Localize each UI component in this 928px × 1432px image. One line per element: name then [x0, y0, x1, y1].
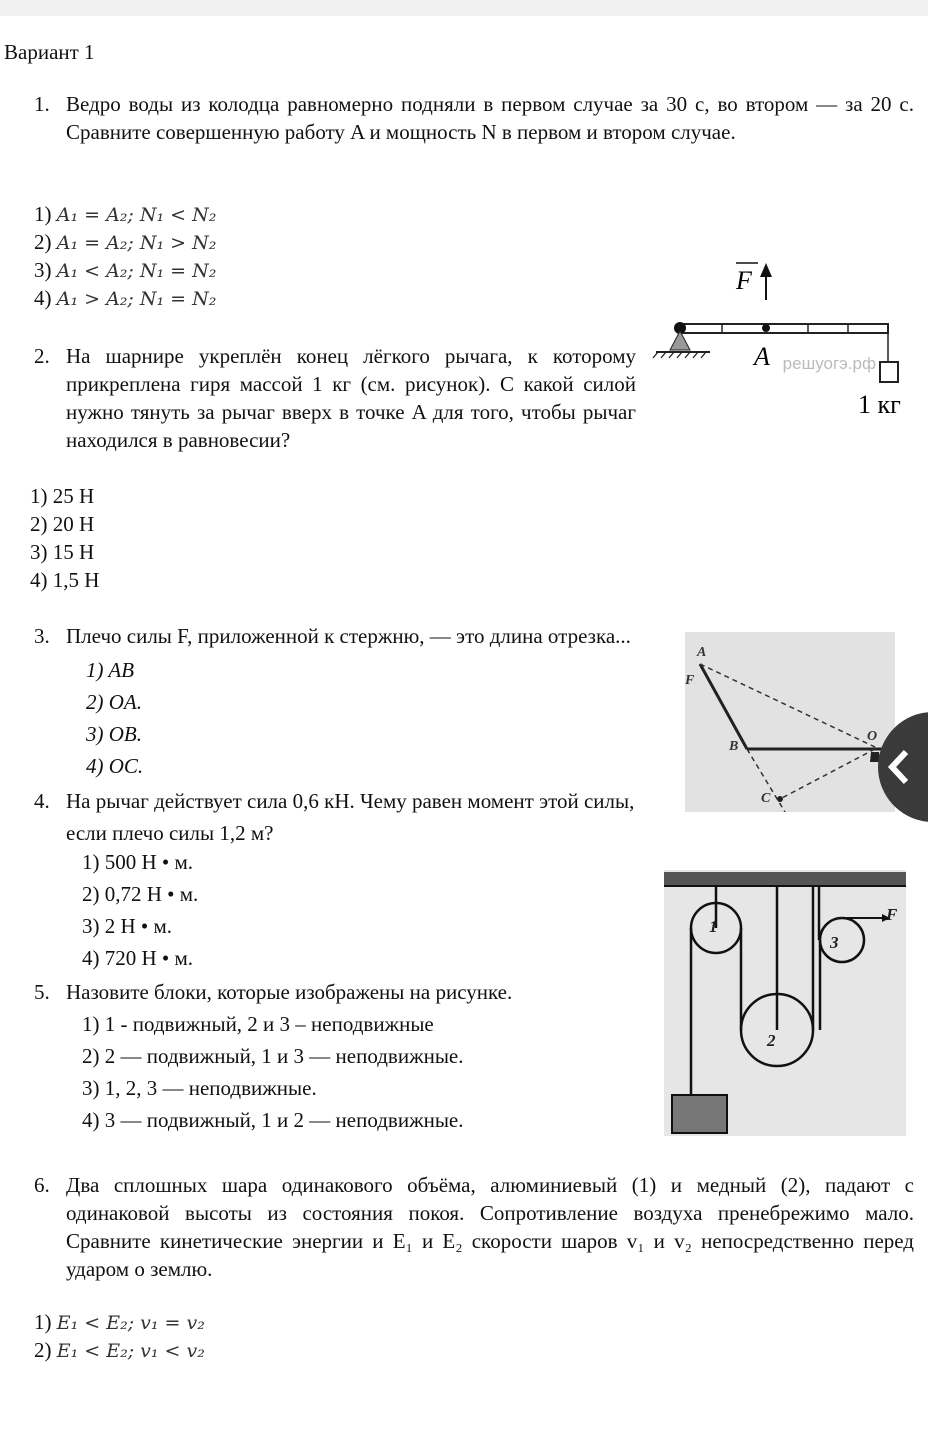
- q5-option-1: 1) 1 - подвижный, 2 и 3 – неподвижные: [82, 1012, 434, 1036]
- rod-figure: [685, 632, 895, 812]
- q6-option-2: 2) E₁ < E₂; v₁ < v₂: [34, 1338, 205, 1362]
- label-o: O: [867, 729, 878, 744]
- force-label-f: F: [886, 905, 898, 924]
- question-2: 2. На шарнире укреплён конец лёгкого рычага, к которому прикреплена гиря массой 1 кг (см. рисунок). С какой силой нужно тянуть за рычаг вверх в точке A для того, чтобы рычаг находился в равновесии?: [34, 344, 636, 452]
- point-a-label: A: [754, 342, 770, 371]
- force-label: F: [736, 266, 752, 295]
- q4-option-1: 1) 500 Н • м.: [82, 850, 194, 874]
- top-bar: [0, 0, 928, 16]
- pulley-label-3: 3: [830, 933, 839, 952]
- weight-box: [880, 362, 898, 382]
- pulley-figure: [664, 870, 906, 1136]
- q2-option-1: 1) 25 Н: [30, 484, 95, 508]
- q2-option-3: 3) 15 Н: [30, 540, 95, 564]
- pulley-label-1: 1: [709, 917, 718, 936]
- q6-option-1: 1) E₁ < E₂; v₁ = v₂: [34, 1310, 205, 1334]
- floating-nav-button[interactable]: [878, 712, 928, 822]
- q5-option-3: 3) 1, 2, 3 — неподвижные.: [82, 1076, 317, 1100]
- label-c: C: [761, 791, 771, 806]
- label-f: F: [685, 673, 695, 688]
- q4-option-4: 4) 720 Н • м.: [82, 946, 194, 970]
- q3-option-3: 3) OB.: [86, 722, 142, 746]
- chevron-icon: [878, 712, 918, 822]
- question-6: 6. Два сплошных шара одинакового объёма, алюминиевый (1) и медный (2), падают с одинаковой высоты из состояния покоя. Сопротивление воздуха пренебрежимо мало. Сравните кинетические энергии и E₁ и E₂ скорости шаров v₁ и v₂ непосредственно перед ударом о землю.: [34, 1173, 914, 1281]
- question-1: 1. Ведро воды из колодца равномерно подняли в первом случае за 30 с, во втором — за 20 с. Сравните совершенную работу A и мощность N в первом и втором случае.: [34, 92, 914, 144]
- q2-option-4: 4) 1,5 Н: [30, 568, 100, 592]
- label-b: B: [729, 739, 739, 754]
- q3-option-4: 4) OC.: [86, 754, 144, 778]
- question-5: 5. Назовите блоки, которые изображены на рисунке.: [34, 980, 513, 1004]
- watermark: решуогэ.рф: [782, 354, 876, 373]
- q5-option-4: 4) 3 — подвижный, 1 и 2 — неподвижные.: [82, 1108, 464, 1132]
- question-4: 4. На рычаг действует сила 0,6 кН. Чему равен момент этой силы, если плечо силы 1,2 м?: [34, 789, 635, 845]
- q1-option-4: 4) A₁ > A₂; N₁ = N₂: [34, 286, 217, 310]
- q1-option-2: 2) A₁ = A₂; N₁ > N₂: [34, 230, 217, 254]
- variant-title: Вариант 1: [4, 40, 95, 64]
- mass-label: 1 кг: [858, 390, 901, 419]
- pulley-label-2: 2: [767, 1031, 776, 1050]
- q2-option-2: 2) 20 Н: [30, 512, 95, 536]
- q4-option-3: 3) 2 Н • м.: [82, 914, 173, 938]
- q4-option-2: 2) 0,72 Н • м.: [82, 882, 199, 906]
- question-3: 3. Плечо силы F, приложенной к стержню, — это длина отрезка...: [34, 624, 631, 648]
- q5-option-2: 2) 2 — подвижный, 1 и 3 — неподвижные.: [82, 1044, 464, 1068]
- q3-option-2: 2) OA.: [86, 690, 142, 714]
- q1-option-1: 1) A₁ = A₂; N₁ < N₂: [34, 202, 217, 226]
- q3-option-1: 1) AB: [86, 658, 135, 682]
- q1-option-3: 3) A₁ < A₂; N₁ = N₂: [34, 258, 217, 282]
- lever-figure: [648, 255, 928, 420]
- label-a: A: [697, 645, 707, 660]
